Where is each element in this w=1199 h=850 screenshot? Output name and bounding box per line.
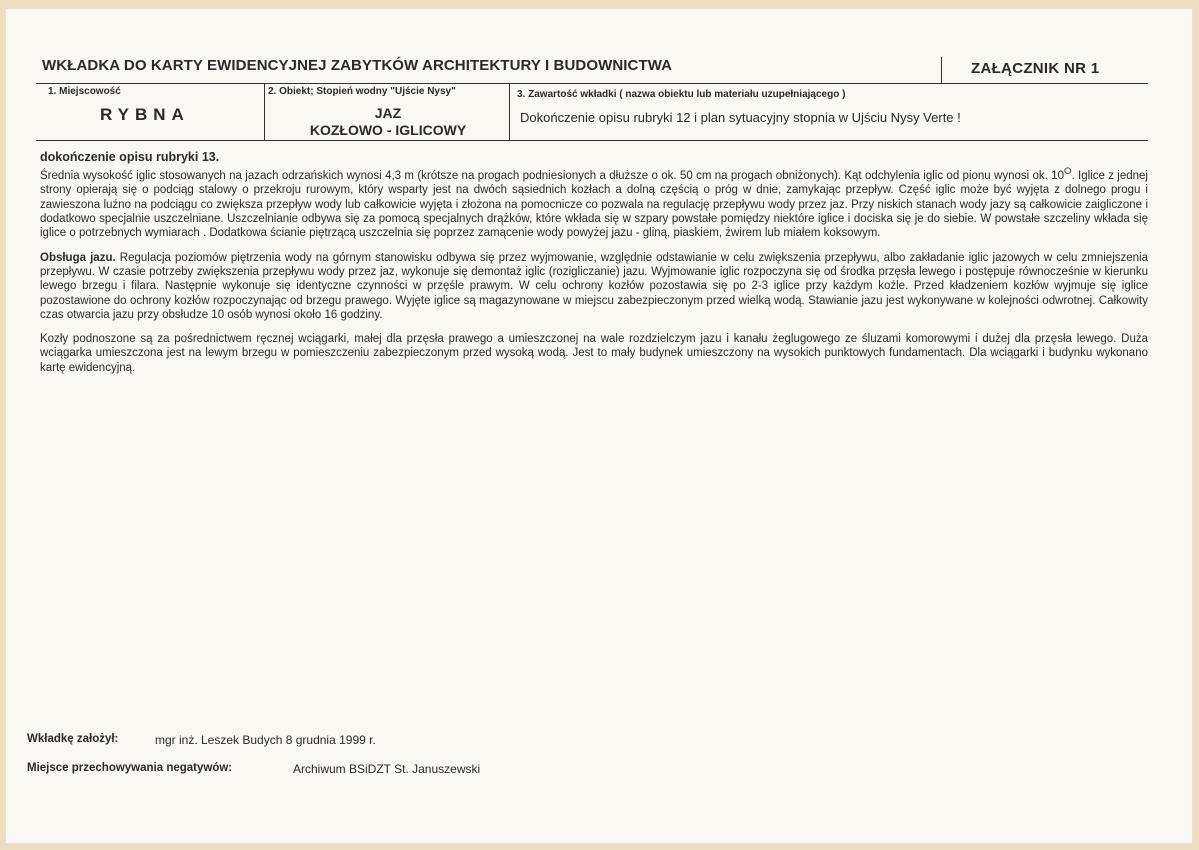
content-value: Dokończenie opisu rubryki 12 i plan sytuacyjny stopnia w Ujściu Nysy Verte ! [520, 110, 961, 125]
card-title: WKŁADKA DO KARTY EWIDENCYJNEJ ZABYTKÓW ARCHITEKTURY I BUDOWNICTWA [42, 57, 673, 74]
card-header [36, 51, 1148, 84]
location-value: RYBNA [100, 105, 190, 124]
degree-mark: O [1064, 166, 1072, 178]
info-row [36, 83, 1148, 141]
object-name-line1: JAZ [374, 105, 402, 121]
header-divider [941, 57, 942, 83]
storage-value: Archiwum BSiDZT St. Januszewski [293, 762, 481, 776]
object-label: 2. Obiekt; Stopień wodny "Ujście Nysy" [268, 86, 456, 97]
author-value: mgr inż. Leszek Budych 8 grudnia 1999 r. [155, 733, 376, 747]
section-weir-operation-text: Regulacja poziomów piętrzenia wody na górnym stanowisku odbywa się przez wyjmowanie, względnie odstawianie w celu zwiększenia przepływu, albo zakładanie iglic jazowych w celu zmniejszenia przepływu. W czasie potrzeby zwiększenia przepływu wody przez jaz, wykonuje się demontaż iglic (rozigliczanie) jazu. Wyjmowanie iglic rozpoczyna się od środka przęsła lewego i postępuje równocześnie w kierunku lewego brzegu i filara. Następnie wykonuje się identyczne czynności w przęśle prawym. W celu ochrony kozłów pozostawia się po 2-3 iglice przy każdym koźle. Przed kładzeniem kozłów wyjmuje się iglice pozostawione do ochrony kozłów rozpoczynając od brzegu prawego. Wyjęte iglice są magazynowane w miejscu zabezpieczonym przed wielką wodą. Stawianie jazu jest wykonywane w kolejności odwrotnej. Całkowity czas otwarcia jazu przy obsłudze 10 osób wynosi około 16 godziny. [40, 251, 1148, 321]
annex-number: ZAŁĄCZNIK NR 1 [971, 60, 1100, 77]
section-continuation [40, 150, 1148, 241]
section-heading-weir-operation: Obsługa jazu. [40, 251, 116, 264]
section-continuation-text-a: Średnia wysokość iglic stosowanych na jazach odrzańskich wynosi 4,3 m (krótsze na progach podniesionych a dłuższe o ok. 50 cm na progach obniżonych). Kąt odchylenia iglic od pionu wynosi ok. 10 [40, 170, 1065, 183]
storage-label: Miejsce przechowywania negatywów: [27, 762, 233, 774]
section-weir-operation [40, 251, 1148, 322]
author-label: Wkładkę założył: [27, 733, 119, 745]
content-label: 3. Zawartość wkładki ( nazwa obiektu lub materiału uzupełniającego ) [517, 89, 846, 100]
column-divider-1 [264, 83, 265, 140]
section-heading-continuation: dokończenie opisu rubryki 13. [40, 150, 220, 164]
section-winches [40, 332, 1148, 375]
description-body [40, 150, 1148, 385]
object-name-line2: KOZŁOWO - IGLICOWY [309, 122, 467, 138]
section-winches-text: Kozły podnoszone są za pośrednictwem ręcznej wciągarki, małej dla przęsła prawego a umieszczonej na wale rozdzielczym jazu i kanału żeglugowego ze śluzami komorowymi i dużej dla przęsła lewego. Duża wciągarka umieszczona jest na lewym brzegu w pomieszczeniu zabezpieczonym przed wysoką wodą. Jest to mały budynek umieszczony na wysokich punktowych fundamentach. Dla wciągarki i budynku wykonano kartę ewidencyjną. [40, 333, 1148, 374]
section-continuation-text-b: . Iglice z jednej strony opierają się o podciąg stalowy o przekroju rurowym, który wsparty jest na dwóch sąsiednich kozłach a dolną częścią o próg w dnie, zamykając przepływ. Część iglic może być wyjęta z dolnego progu i zawieszona luźno na podciągu co zwiększa przepływ wody lub całkowicie wyjęta i złożona na pomocnicze co pozwala na regulację przepływu wody przez jaz. Przy niskich stanach wody jazy są całkowicie zaigliczone i dodatkowo specjalnie uszczelniane. Uszczelnianie odbywa się za pomocą specjalnych drążków, które wkłada się w szpary powstałe pomiędzy niektóre iglice i dociska się je do siebie. W powstałe szczeliny wkłada się iglice o potrzebnych wymiarach . Dodatkowa ścianie piętrzącą uszczelnia się poprzez zamącenie wody powyżej jazu - gliną, piaskiem, żwirem lub miałem koksowym. [40, 170, 1148, 240]
column-divider-2 [509, 83, 510, 140]
location-label: 1. Miejscowość [48, 86, 121, 97]
